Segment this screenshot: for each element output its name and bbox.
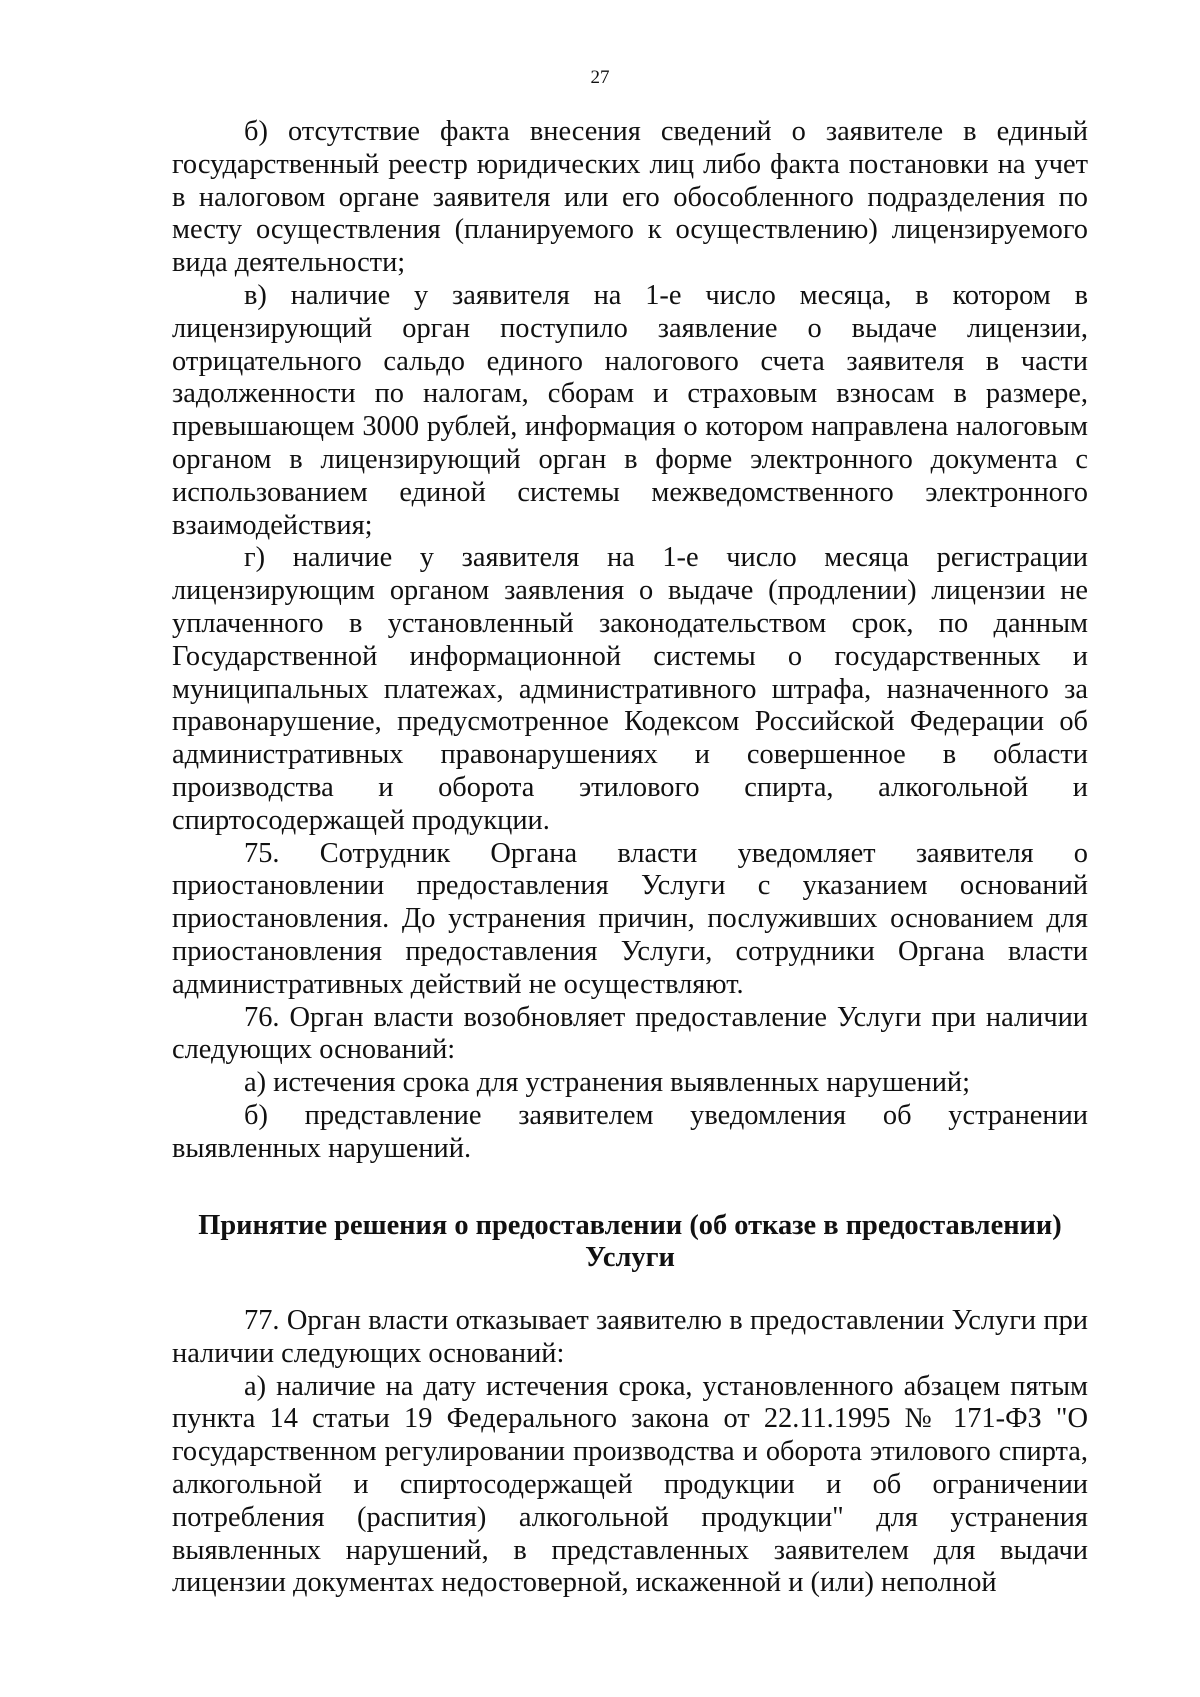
paragraph-75: 75. Сотрудник Органа власти уведомляет заявителя о приостановлении предоставления Услуги с указанием оснований приостановления. До устранения причин, послуживших основанием для приостановления предоставления Услуги, сотрудники Органа власти административных действий не осуществляют. [172,837,1088,1000]
section-heading [172,1210,1088,1276]
document-body [172,116,1088,1600]
paragraph-v-negative-tax-balance: в) наличие у заявителя на 1-е число месяца, в котором в лицензирующий орган поступило заявление о выдаче лицензии, отрицательного сальдо единого налогового счета заявителя в части задолженности по налогам, сборам и страховым взносам в размере, превышающем 3000 рублей, информация о котором направлена налоговым органом в лицензирующий орган в форме электронного документа с использованием единой системы межведомственного электронного взаимодействия; [172,279,1088,541]
paragraph-76: 76. Орган власти возобновляет предоставление Услуги при наличии следующих оснований: [172,1001,1088,1066]
section-heading-line-1: Принятие решения о предоставлении (об отказе в предоставлении) [198,1209,1062,1241]
paragraph-g-unpaid-fine: г) наличие у заявителя на 1-е число месяца регистрации лицензирующим органом заявления о выдаче (продлении) лицензии не уплаченного в установленный законодательством срок, по данным Государственной информационной системы о государственных и муниципальных платежах, административного штрафа, назначенного за правонарушение, предусмотренное Кодексом Российской Федерации об административных правонарушениях и совершенное в области производства и оборота этилового спирта, алкогольной и спиртосодержащей продукции. [172,542,1088,836]
page-number: 27 [590,67,610,88]
section-heading-line-2: Услуги [585,1242,675,1274]
paragraph-76-b: б) представление заявителем уведомления об устранении выявленных нарушений. [172,1099,1088,1164]
paragraph-77-a: а) наличие на дату истечения срока, установленного абзацем пятым пункта 14 статьи 19 Федерального закона от 22.11.1995 № 171-ФЗ "О государственном регулировании производства и оборота этилового спирта, алкогольной и спиртосодержащей продукции и об ограничении потребления (распития) алкогольной продукции" для устранения выявленных нарушений, в представленных заявителем для выдачи лицензии документах недостоверной, искаженной и (или) неполной [172,1370,1088,1599]
paragraph-b-absence-of-registration: б) отсутствие факта внесения сведений о заявителе в единый государственный реестр юридических лиц либо факта постановки на учет в налоговом органе заявителя или его обособленного подразделения по месту осуществления (планируемого к осуществлению) лицензируемого вида деятельности; [172,116,1088,279]
paragraph-76-a: а) истечения срока для устранения выявленных нарушений; [244,1067,971,1099]
paragraph-77: 77. Орган власти отказывает заявителю в предоставлении Услуги при наличии следующих оснований: [172,1305,1088,1369]
